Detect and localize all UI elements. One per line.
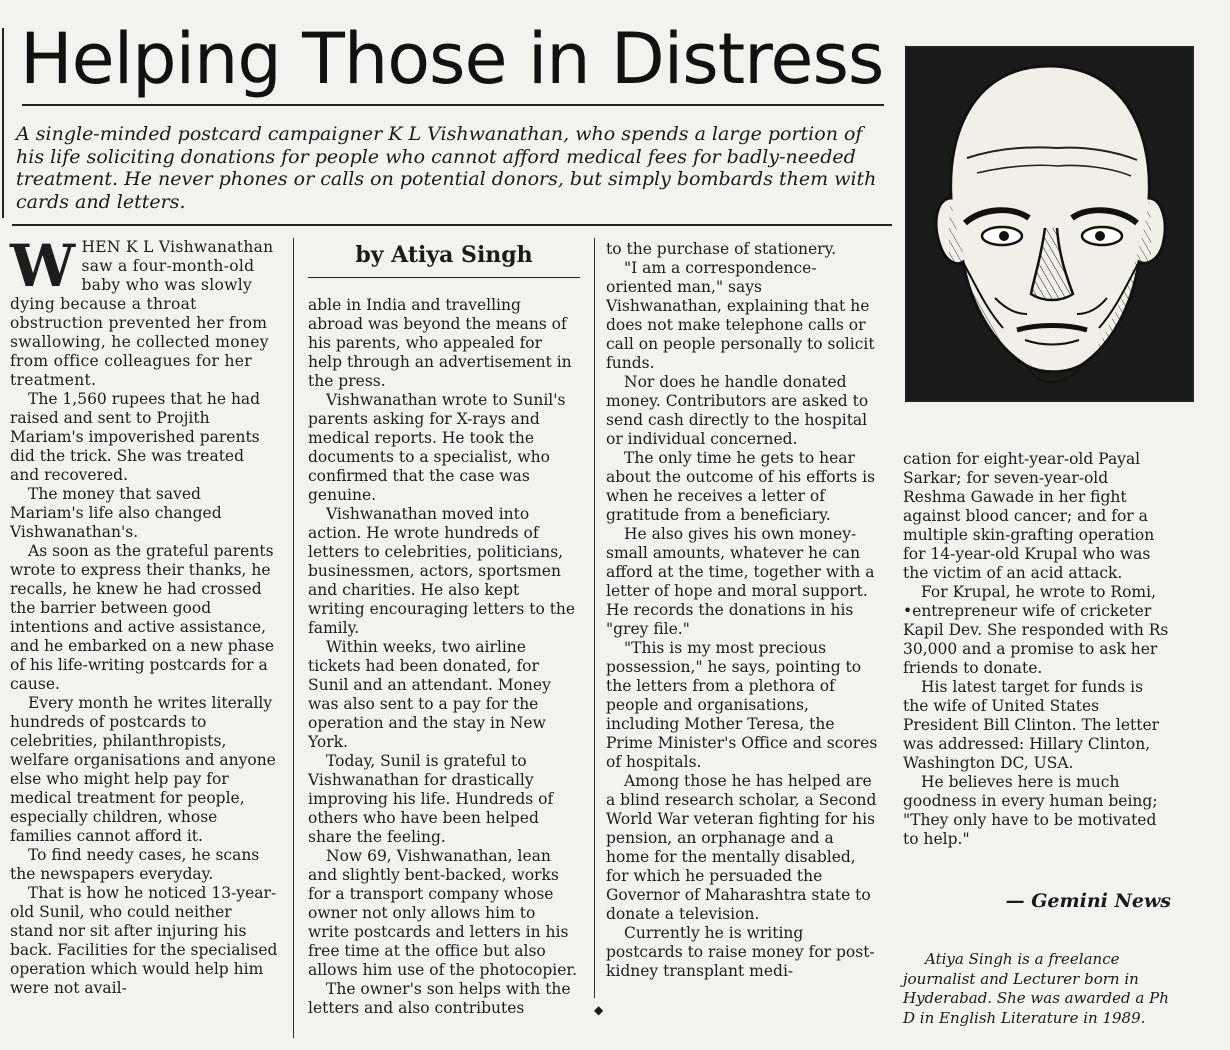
paragraph: Today, Sunil is grateful to Vishwanathan for drastically improving his life. Hundreds of others who have been helped share the feeling. [308,752,554,846]
news-agency-credit: — Gemini News [1005,890,1171,912]
paragraph: Vishwanathan wrote to Sunil's parents asking for X-rays and medical reports. He took the documents to a specialist, who confirmed that the case was genuine. [308,391,566,504]
paragraph: Every month he writes literally hundreds of postcards to celebrities, philanthropists, welfare organisations and anyone else who might help pay for medical treatment for people, especially children, whose families cannot afford it. [10,694,276,845]
paragraph: His latest target for funds is the wife of United States President Bill Clinton. The letter was addressed: Hillary Clinton, Washington DC, USA. [903,678,1160,772]
margin-rule [2,28,4,218]
paragraph: The only time he gets to hear about the outcome of his efforts is when he receives a letter of gratitude from a beneficiary. [606,449,876,524]
article-column-1 [10,232,278,998]
lead-paragraph [10,232,278,390]
deck-text: A single-minded postcard campaigner K L Vishwanathan, who spends a large portion of his life soliciting donations for people who cannot afford medical fees for badly-needed treatment. He never phones or calls on potential donors, but simply bombards them with cards and letters. [16,123,877,213]
article-column-4 [903,450,1171,849]
byline: by Atiya Singh [355,242,533,268]
paragraph: As soon as the grateful parents wrote to express their thanks, he recalls, he knew he had crossed the barrier between good intentions and active assistance, and he embarked on a new phase of his life-writing postcards for a cause. [10,542,275,693]
paragraph: Now 69, Vishwanathan, lean and slightly bent-backed, works for a transport company whose owner not only allows him to write postcards and letters in his free time at the office but also allows him use of the photocopier. [308,847,578,979]
paragraph: The money that saved Mariam's life also changed Vishwanathan's. [10,485,222,541]
column-divider [594,238,595,998]
portrait-sketch-icon [905,46,1194,402]
paragraph: Among those he has helped are a blind research scholar, a Second World War veteran fighting for his pension, an orphanage and a home for the mentally disabled, for which he persuaded the Governor of Maharashtra state to donate a television. [606,772,877,923]
paragraph: That is how he noticed 13-year-old Sunil, who could neither stand nor sit after injuring his back. Facilities for the specialised operation which would help him were not avail- [10,884,278,997]
continuation-bullet-icon: ◆ [594,1003,604,1017]
paragraph: Currently he is writing postcards to raise money for post-kidney transplant medi- [606,924,875,980]
lead-text: HEN K L Vishwanathan saw a four-month-old baby who was slowly dying because a throat obstruction prevented her from swallowing, he collected money from office colleagues for her treatment. [10,238,274,389]
deck-rule [12,224,892,226]
drop-cap: W [10,232,76,300]
paragraph: "This is my most precious possession," he says, pointing to the letters from a plethora of people and organisations, including Mother Teresa, the Prime Minister's Office and scores of hospitals. [606,639,878,771]
paragraph: Vishwanathan moved into action. He wrote hundreds of letters to celebrities, politicians, businessmen, actors, sportsmen and charities. He also kept writing encouraging letters to the family. [308,505,576,637]
article-column-2 [308,296,580,1018]
headline: Helping Those in Distress [20,18,884,100]
portrait-drawing [907,48,1192,400]
paragraph: Within weeks, two airline tickets had been donated, for Sunil and an attendant. Money was also sent to a pay for the operation and the stay in New York. [308,638,551,751]
headline-rule [22,104,884,106]
paragraph: For Krupal, he wrote to Romi, •entrepreneur wife of cricketer Kapil Dev. She responded with Rs 30,000 and a promise to ask her friends to donate. [903,583,1169,677]
paragraph: The owner's son helps with the letters and also contributes [308,980,571,1017]
paragraph: To find needy cases, he scans the newspapers everyday. [10,846,260,883]
author-bio: Atiya Singh is a freelance journalist and Lecturer born in Hyderabad. She was awarded a Ph D in English Literature in 1989. [903,950,1169,1027]
paragraph: The 1,560 rupees that he had raised and sent to Projith Mariam's impoverished parents did the trick. She was treated and recovered. [10,390,261,484]
paragraph: Nor does he handle donated money. Contributors are asked to send cash directly to the hospital or individual concerned. [606,373,869,448]
paragraph: cation for eight-year-old Payal Sarkar; for seven-year-old Reshma Gawade in her fight against blood cancer; and for a multiple skin-grafting operation for 14-year-old Krupal who was the victim of an acid attack. [903,450,1155,582]
column-divider [293,238,294,1038]
article-column-3 [606,240,878,981]
byline-rule [308,277,580,278]
paragraph: He believes here is much goodness in every human being; "They only have to be motivated to help." [903,773,1158,848]
paragraph: "I am a correspondence-oriented man," says Vishwanathan, explaining that he does not make telephone calls or call on people personally to solicit funds. [606,259,875,372]
paragraph: to the purchase of stationery. [606,240,837,258]
paragraph: able in India and travelling abroad was beyond the means of his parents, who appealed for help through an advertisement in the press. [308,296,572,390]
paragraph: He also gives his own money-small amounts, whatever he can afford at the time, together with a letter of hope and moral support. He records the donations in his "grey file." [606,525,875,638]
